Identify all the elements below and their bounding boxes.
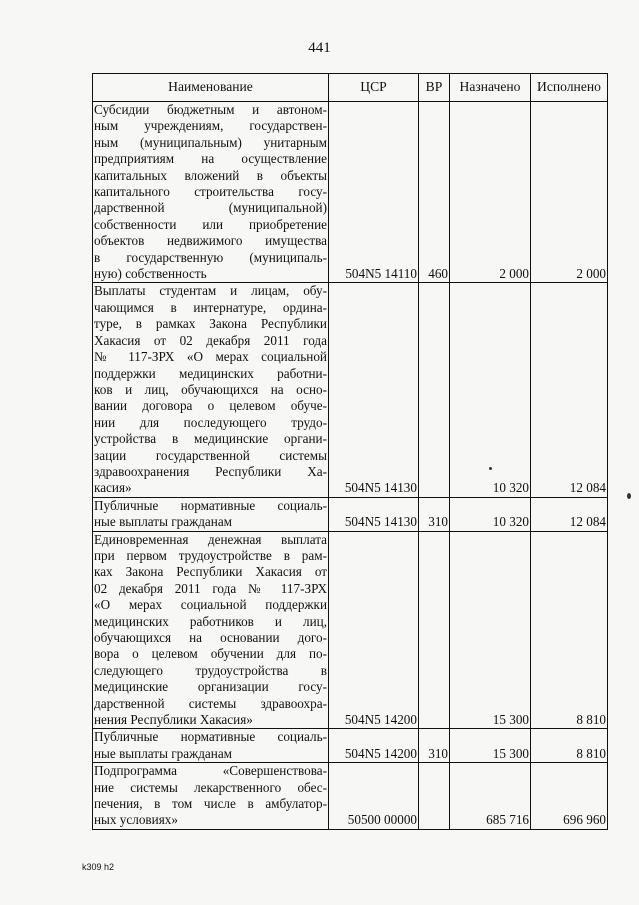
row-name-cell [93, 729, 329, 763]
row-name-line: капитального строительства госу- [94, 184, 327, 200]
row-name-line: Подпрограмма «Совершенствова- [94, 763, 327, 779]
row-name-cell [93, 283, 329, 497]
row-name-line: вании договора о целевом обуче- [94, 398, 327, 414]
row-name-line: ных условиях» [94, 812, 178, 828]
row-name-line: вора о целевом обучении для по- [94, 646, 327, 662]
row-assigned: 2 000 [450, 102, 531, 283]
row-name-line: зации государственной системы [94, 447, 327, 463]
budget-table [92, 73, 608, 830]
table-header-row [93, 74, 608, 102]
table-row [93, 283, 608, 497]
row-executed: 12 084 [531, 283, 608, 497]
row-name-line: «О мерах социальной поддержки [94, 597, 327, 613]
row-vr [419, 763, 450, 830]
row-name-line: Хакасия от 02 декабря 2011 года [94, 332, 327, 348]
row-name-line: печения, в том числе в амбулатор- [94, 796, 327, 812]
row-name-line: Выплаты студентам и лицам, обу- [94, 283, 327, 299]
row-assigned: 15 300 [450, 531, 531, 729]
row-csr: 504N5 14130 [329, 497, 419, 531]
row-name-line: 02 декабря 2011 года № 117-ЗРХ [94, 580, 327, 596]
row-name-line: ные выплаты гражданам [94, 745, 233, 761]
row-name-line: Публичные нормативные социаль- [94, 497, 327, 513]
table-body [93, 102, 608, 830]
row-name-line: капитальных вложений в объекты [94, 167, 327, 183]
row-vr [419, 531, 450, 729]
row-name-line: поддержки медицинских работни- [94, 365, 327, 381]
row-name-line: ные выплаты гражданам [94, 514, 233, 530]
row-name-line: обучающихся на основании дого- [94, 630, 327, 645]
table-row [93, 102, 608, 283]
row-name-line: ках Закона Республики Хакасия от [94, 564, 327, 580]
row-assigned: 685 716 [450, 763, 531, 830]
row-name-line: чающимся в интернатуре, ордина- [94, 299, 327, 315]
row-name-line: медицинских работников и лиц, [94, 613, 327, 629]
row-csr: 504N5 14200 [329, 531, 419, 729]
table-row [93, 729, 608, 763]
row-csr: 504N5 14110 [329, 102, 419, 283]
row-name-line: Единовременная денежная выплата [94, 531, 327, 547]
row-name-cell [93, 763, 329, 830]
row-name-line: предприятиям на осуществление [94, 151, 327, 167]
row-name-line: Субсидии бюджетным и автоном- [94, 102, 327, 117]
row-name-line: дарственной системы здравоохра- [94, 695, 327, 711]
row-name-line: собственности или приобретение [94, 216, 327, 232]
row-name-line: туре, в рамках Закона Республики [94, 316, 327, 332]
row-csr: 504N5 14130 [329, 283, 419, 497]
row-name-line: в государственную (муниципаль- [94, 249, 327, 265]
table-row [93, 763, 608, 830]
table-row [93, 531, 608, 729]
row-vr [419, 283, 450, 497]
table-row [93, 497, 608, 531]
row-name-line: нения Республики Хакасия» [94, 712, 253, 728]
row-name-line: объектов недвижимого имущества [94, 233, 327, 249]
row-name-line: ным учреждениям, государствен- [94, 118, 327, 134]
header-executed: Исполнено [531, 74, 608, 102]
row-vr: 460 [419, 102, 450, 283]
row-name-cell [93, 497, 329, 531]
header-csr: ЦСР [329, 74, 419, 102]
row-name-line: дарственной (муниципальной) [94, 200, 327, 216]
row-vr: 310 [419, 729, 450, 763]
row-name-line: медицинские организации госу- [94, 679, 327, 695]
row-executed: 8 810 [531, 729, 608, 763]
scan-speck [489, 467, 492, 470]
row-name-line: касия» [94, 480, 132, 496]
row-name-line: здравоохранения Республики Ха- [94, 463, 327, 479]
row-executed: 12 084 [531, 497, 608, 531]
row-name-line: ков и лиц, обучающихся на осно- [94, 381, 327, 397]
row-name-line: Публичные нормативные социаль- [94, 729, 327, 745]
header-name: Наименование [93, 74, 329, 102]
row-name-line: ным (муниципальным) унитарным [94, 134, 327, 150]
row-assigned: 10 320 [450, 497, 531, 531]
row-name-line: ние системы лекарственного обес- [94, 779, 327, 795]
header-vr: ВР [419, 74, 450, 102]
row-name-line: устройства в медицинские органи- [94, 431, 327, 447]
row-executed: 2 000 [531, 102, 608, 283]
row-name-line: при первом трудоустройстве в рам- [94, 547, 327, 563]
footer-code: k309 h2 [82, 862, 115, 872]
page-number: 441 [308, 40, 331, 56]
row-csr: 504N5 14200 [329, 729, 419, 763]
row-name-line: ную) собственность [94, 266, 207, 282]
row-name-cell [93, 531, 329, 729]
row-name-line: нии для последующего трудо- [94, 414, 327, 430]
row-executed: 696 960 [531, 763, 608, 830]
row-assigned: 10 320 [450, 283, 531, 497]
row-vr: 310 [419, 497, 450, 531]
header-assigned: Назначено [450, 74, 531, 102]
scan-speck [627, 493, 631, 499]
row-executed: 8 810 [531, 531, 608, 729]
row-assigned: 15 300 [450, 729, 531, 763]
row-name-line: № 117-ЗРХ «О мерах социальной [94, 349, 327, 365]
row-name-line: следующего трудоустройства в [94, 662, 327, 678]
row-csr: 50500 00000 [329, 763, 419, 830]
row-name-cell [93, 102, 329, 283]
